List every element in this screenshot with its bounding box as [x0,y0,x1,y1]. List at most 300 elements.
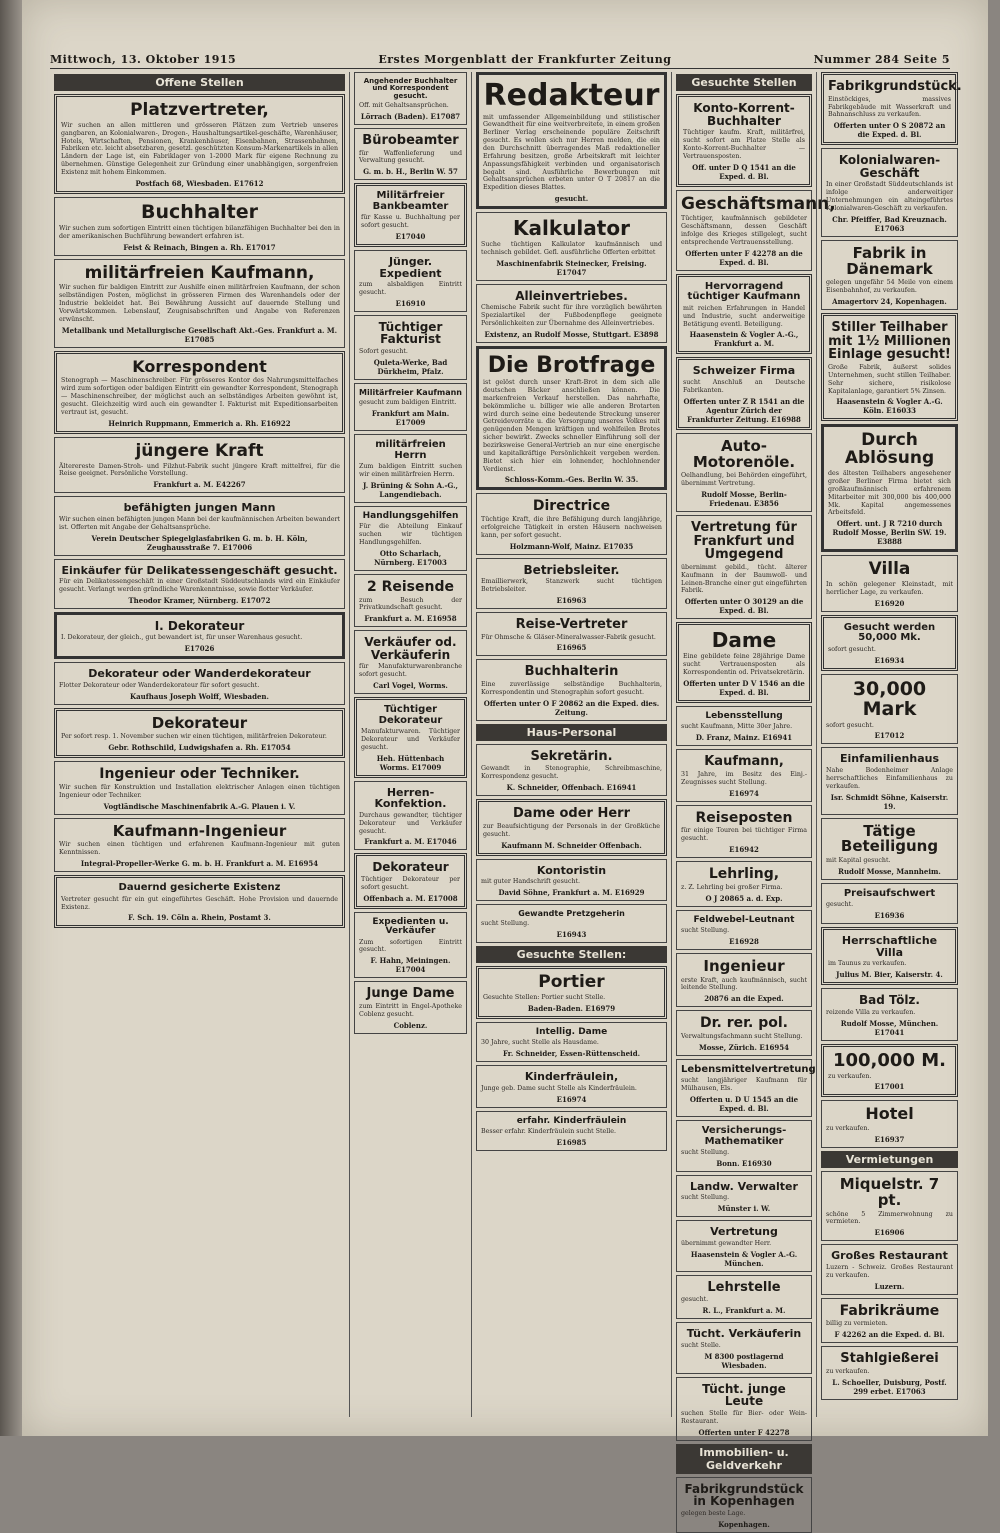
ad-headline: Landw. Verwalter [690,1179,798,1193]
ad-body: sucht Kaufmann, Mitte 30er Jahre. [681,723,793,731]
ad-body: Gewandt in Stenographie, Schreibmaschine, Korrespondenz gesucht. [481,765,662,781]
masthead [50,50,950,69]
ad-headline: Handlungsgehilfen [362,510,459,521]
classified-ad [354,912,467,979]
classified-ad [54,94,345,194]
ad-headline: Junge Dame [366,986,455,1002]
classified-ad [821,1100,958,1148]
ad-body: Tüchtiger Dekorateur per sofort gesucht. [361,875,460,891]
ad-headline: Bad Tölz. [859,993,920,1008]
ad-headline: Ingenieur [703,956,785,975]
ad-body: reizende Villa zu verkaufen. [826,1008,916,1016]
ad-headline: Preisaufschwert [843,887,936,899]
ad-headline: Redakteur [483,78,660,113]
classified-ad [54,197,345,256]
ad-body: zu verkaufen. [828,1072,872,1080]
ad-headline: Dekorateur [372,860,449,875]
classified-ad [354,315,467,380]
ad-body: sofort gesucht. [828,645,876,653]
classified-ad [821,674,958,745]
ad-headline: Dr. rer. pol. [700,1015,788,1032]
ad-signature: Offerten unter O F 20862 an die Exped. dies. Zeitung. [483,698,660,717]
ad-body: Für ein Delikatessengeschäft in einer Großstadt Süddeutschlands wird ein Einkäufer gesucht. Verlangt werden gründliche Warenkenntnisse, sowie flotter Verkäufer. [59,578,340,593]
ad-body: Wir suchen einen befähigten jungen Mann bei der kaufmännischen Arbeiten bewandert ist. Offerten mit Angabe der Gehaltsansprüche. [59,515,340,531]
ad-body: zu verkaufen. [826,1125,870,1133]
classified-ad [676,953,812,1007]
ad-headline: Fabrik in Dänemark [846,243,933,278]
ad-signature: Offerten unter F 42278 [698,1427,790,1437]
classified-ad [54,708,345,759]
ad-headline: Die Brotfrage [487,352,656,378]
ad-headline: Dekorateur [151,713,248,732]
ad-body: erste Kraft, auch kaufmännisch, sucht leitende Stellung. [681,976,807,992]
ad-headline: Kolonialwaren-Geschäft [838,153,941,180]
ad-signature: M 8300 postlagernd Wiesbaden. [704,1351,784,1370]
classified-ad [354,506,467,571]
ad-headline: Verkäufer od. Verkäuferin [364,635,457,662]
ad-headline: Feldwebel-Leutnant [693,914,795,925]
ad-headline: Buchhalterin [524,664,619,680]
ad-body: Stenograph — Maschinenschreiber. Für grösseres Kontor des Nahrungsmittelfaches wird zum sofortigen oder baldigen Eintritt ein gewandter Korrespondent, Stenograph — Maschinenschreiber, der möglichst auch an selbständiges Arbeiten gewöhnt ist, gesucht. Gleichzeitig wird auch ein gewandter I. Fakturist mit Expeditionsarbeiten vertraut ist, gesucht. [61,377,338,416]
ad-signature: Holzmann-Wolf, Mainz. E17035 [509,541,634,551]
classified-ad [821,313,958,421]
classified-ad [476,966,667,1019]
classified-ad [54,612,345,659]
ad-body: Nahe Bodenheimer Anlage herrschaftliches Einfamilienhaus zu verkaufen. [826,766,953,790]
classified-ad [821,883,958,924]
classified-ad [476,212,667,281]
ad-headline: Villa [868,559,911,580]
ad-headline: Kaufmann-Ingenieur [112,821,287,840]
ad-signature: E16910 [395,298,426,308]
classified-ad [676,805,812,858]
ad-headline: Fabrikgrundstück. [828,79,962,94]
classified-ad [676,1059,816,1117]
book-spine [0,0,22,1436]
ad-signature: Münster i. W. [717,1204,771,1214]
ad-signature: Kaufmann M. Schneider Offenbach. [501,840,642,850]
section-haus: Haus-Personal [476,724,667,741]
classified-ad [476,1022,667,1062]
ad-headline: Betriebsleiter. [523,562,620,577]
ad-signature: Isr. Schmidt Söhne, Kaiserstr. 19. [830,792,949,811]
ad-body: Oelhandlung, bei Behörden eingeführt, übernimmt Vertretung. [681,472,807,488]
ad-signature: Maschinenfabrik Steinecker, Freising. E17047 [496,258,647,277]
ad-headline: Dame oder Herr [513,806,630,822]
ad-headline: Fabrikgrundstück in Kopenhagen [684,1481,804,1509]
ad-signature: Offerten u. D U 1545 an die Exped. d. Bl. [689,1095,799,1114]
ad-body: Luzern - Schweiz. Großes Restaurant zu verkaufen. [826,1263,953,1279]
ad-signature: Feist & Reinach, Bingen a. Rh. E17017 [123,242,276,252]
ad-headline: Vertretung [710,1225,778,1239]
classified-ad [676,433,812,512]
ad-body: für Manufakturwarenbranche sofort gesucht. [359,663,462,679]
ad-body: für einige Touren bei tüchtiger Firma gesucht. [681,827,807,843]
ad-headline: Buchhalter [141,200,258,223]
ad-body: schöne 5 Zimmerwohnung zu vermieten. [826,1210,953,1226]
ad-signature: Baden-Baden. E16979 [527,1003,616,1013]
ad-body: übernimmt gewandter Herr. [681,1239,772,1247]
classified-ad [354,853,467,908]
ad-signature: Frankfurt a. M. E42267 [153,480,246,490]
ad-headline: Dekorateur oder Wanderdekorateur [88,667,311,681]
ad-signature: Haasenstein & Vogler A.-G., Frankfurt a. M. [689,330,799,349]
newspaper-page [22,0,988,1529]
ad-headline: Fabrikräume [839,1302,940,1319]
ad-headline: Reise-Vertreter [515,616,628,632]
ad-body: sucht Stelle. [681,1341,721,1349]
section-gesuchte2: Gesuchte Stellen: [476,946,667,963]
classified-ad [821,1171,958,1241]
ad-signature: D. Franz, Mainz. E16941 [695,733,793,743]
ad-headline: Portier [538,972,605,993]
ad-body: billig zu vermieten. [826,1320,888,1328]
ad-headline: erfahr. Kinderfräulein [516,1115,627,1126]
ad-headline: Vertretung für Frankfurt und Umgegend [691,519,797,563]
ad-body: Zum baldigen Eintritt suchen wir einen militärfreien Herrn. [359,463,462,478]
ad-signature: E16937 [874,1135,905,1145]
ad-signature: Offerten unter F 42278 an die Exped. d. Bl. [685,248,803,267]
classified-ad [54,259,345,348]
ad-body: suchen Stelle für Bier- oder Wein-Restaurant. [681,1409,807,1425]
ad-signature: Offerten unter D V 1546 an die Exped. d. Bl. [683,678,805,697]
classified-ad [676,357,812,429]
classified-ad [354,72,467,125]
classified-ad [676,910,812,950]
ad-body: Off. mit Gehaltsansprüchen. [359,102,449,110]
ad-headline: Directrice [532,498,611,515]
classified-ad [676,1175,812,1217]
classified-ad [476,284,667,343]
ad-signature: Metallbank und Metallurgische Gesellschaft Akt.-Ges. Frankfurt a. M. E17085 [61,325,338,344]
ad-signature: E17040 [395,231,426,241]
ad-signature: Verein Deutscher Spiegelglasfabriken G. m. b. H. Köln, Zeughausstraße 7. E17006 [91,533,308,552]
classified-ad [676,1220,812,1271]
classified-ad [354,781,467,851]
ad-body: im Taunus zu verkaufen. [828,960,907,968]
classified-ad [676,749,812,801]
ad-body: In schön gelegener Kleinstadt, mit herrlicher Lage, zu verkaufen. [826,581,953,596]
ad-body: sucht Stellung. [681,926,730,934]
ad-body: Große Fabrik, äußerst solides Unternehmen, sucht stillen Teilhaber. Sehr sichere, risikolose Kapitalanlage, garantiert 5% Zinsen. [828,363,951,395]
ad-signature: Postfach 68, Wiesbaden. E17612 [135,178,264,188]
ad-body: mit Kapital gesucht. [826,857,891,865]
ad-signature: E16985 [556,1137,587,1147]
ad-body: mit umfassender Allgemeinbildung und stilistischer Gewandtheit für eine weitverbreitete, in einem großen Berliner Verlag erscheinende populäre Zeitschrift gesucht. Es wollen sich nur Herren melden, die ein den Durchschnitt überragendes Maß redaktioneller Erfahrung besitzen, große Arbeitskraft mit leichter Anpassungsfähigkeit verbinden und organisatorisch begabt sind. Ausführliche Bewerbungen mit Gehaltsansprüchen erbeten unter O T 20817 an die Expedition dieses Blattes. [483,113,660,192]
ad-headline: Alleinvertriebes. [515,288,628,303]
ad-headline: Hotel [865,1104,914,1124]
ad-body: gesucht zum baldigen Eintritt. [359,399,457,407]
ad-headline: jüngere Kraft [135,440,264,461]
ad-body: Tüchtiger kaufm. Kraft, militärfrei, sucht sofort am Platze Stelle als Konto-Korrent-Buchhalter — Vertrauensposten. [683,129,805,160]
ad-headline: Auto-Motorenöle. [692,436,796,471]
ad-body: Gesuchte Stellen: Portier sucht Stelle. [483,994,606,1002]
ad-headline: 2 Reisende [366,578,454,595]
classified-ad [821,927,958,985]
ad-headline: Versicherungs-Mathematiker [701,1125,787,1147]
ad-headline: Durch Ablösung [844,430,935,469]
ad-headline: Platzvertreter, [130,100,269,120]
classified-ad [354,697,467,778]
classified-ad [821,555,958,612]
ad-headline: Konto-Korrent-Buchhalter [693,101,795,128]
ad-body: Zum sofortigen Eintritt gesucht. [359,938,462,954]
ad-headline: Dame [711,628,777,653]
classified-ad [476,859,667,901]
ad-signature: Frankfurt a. M. E16958 [364,614,457,624]
ad-signature: O J 20865 a. d. Exp. [705,893,783,903]
ad-headline: Stahlgießerei [840,1351,939,1367]
classified-ad [354,434,467,503]
ad-body: sofort gesucht. [826,721,874,729]
ad-body: gesucht. [826,901,854,909]
classified-ad [54,662,345,704]
ad-body: zum Besuch der Privatkundschaft gesucht. [359,596,462,612]
ad-body: zum alsbaldigen Eintritt gesucht. [359,281,462,296]
section-gesuchte-stellen: Gesuchte Stellen [676,74,812,91]
classified-ad [821,747,958,814]
ad-body: zum Eintritt in Engel-Apotheke Coblenz gesucht. [359,1002,462,1018]
ad-headline: Lehrling, [708,865,780,882]
classified-ad [354,128,467,180]
ad-headline: Lebensstellung [705,710,783,721]
ad-headline: Tücht. junge Leute [702,1381,786,1409]
ad-headline: Intellig. Dame [535,1026,608,1037]
ad-signature: Heh. Hüttenbach Worms. E17009 [376,753,445,772]
ad-body: Vertreter gesucht für ein gut eingeführtes Geschäft. Hohe Provision und dauernde Existenz. [61,895,338,911]
ad-body: Tüchtige Kraft, die ihre Befähigung durch langjährige, erfolgreiche Tätigkeit in ersten Häusern nachweisen kann, per sofort gesucht. [481,516,662,539]
classified-ad [476,799,667,855]
ad-signature: E17001 [874,1082,905,1092]
ad-headline: Einfamilienhaus [839,752,940,766]
ad-signature: E16943 [556,930,587,940]
ad-body: Älterereste Damen-Stroh- und Filzhut-Fabrik sucht jüngere Kraft mittelfrei, für die Reise geeignet. Persönliche Vorstellung. [59,462,340,478]
classified-ad [821,148,958,237]
ad-signature: 20876 an die Exped. [704,994,784,1004]
ad-body: Wir suchen einen tüchtigen und erfahrenen Kaufmann-Ingenieur mit guten Kenntnissen. [59,841,340,857]
ad-headline: Angehender Buchhalter und Korrespondent gesucht. [363,77,458,100]
ad-signature: Kopenhagen. [718,1519,770,1529]
classified-ad [476,744,667,796]
ad-headline: Tücht. Verkäuferin [686,1327,802,1341]
ad-signature: Offert. unt. J R 7210 durch Rudolf Mosse, Berlin SW. 19. E3888 [832,519,947,547]
ad-signature: E16934 [874,655,905,665]
classified-ad [821,1298,958,1344]
ad-body: Wir suchen an allen mittleren und grösseren Plätzen zum Vertrieb unseres gangbaren, an Kolonialwaren-, Drogen-, Haushaltungsartikel-geschäfte, Warenhäuser, Hotels, Wirtschaften, Pensionen, Krankenhäuser, Eisenbahnen, Strassenbahnen, Fabriken etc. leicht absetzbaren, gesetzl. geschützten Konsum-Markenartikels in allen Ländern der Lage ist, ein Fabriklager von 1-2000 Mark für eigene Rechnung zu übernehmen. Günstige Gelegenheit zur Gründung einer unabhängigen, sorgenfreien Existenz mit hohem Einkommen. [61,121,338,176]
classified-ad [354,981,467,1033]
ad-signature: R. L., Frankfurt a. M. [702,1306,786,1316]
ad-signature: E16920 [874,598,905,608]
ad-headline: Tüchtiger Fakturist [378,319,443,347]
ad-headline: Kontoristin [536,863,607,877]
ad-body: Eine gebildete feine 28jährige Dame sucht Vertrauensposten als Korrespondentin od. Privatsekretärin. [683,653,805,677]
classified-ad [476,612,667,657]
ad-signature: J. Brüning & Sohn A.-G., Langendiebach. [363,480,458,499]
ad-signature: E17026 [184,644,215,654]
classified-ad [54,818,345,872]
ad-signature: Carl Vogel, Worms. [373,681,448,691]
ad-headline: Korrespondent [132,356,267,376]
ad-headline: Herrschaftliche Villa [841,934,938,959]
ad-body: I. Dekorateur, der gleich., gut bewandert ist, für unser Warenhaus gesucht. [61,634,303,642]
ad-body: mit guter Handschrift gesucht. [481,878,581,886]
classified-ad [676,706,812,746]
ad-signature: Vogtländische Maschinenfabrik A.-G. Plauen i. V. [103,801,296,811]
ad-body: Wir suchen für baldigen Eintritt zur Aushilfe einen militärfreien Kaufmann, der schon selbständigen Posten, möglichst in grösseren Firmen des Warenhandels oder der Industrie bekleidet hat. Bei Bewährung Aussicht auf dauernde Stellung und Vorwärtskommen. Lebenslauf, Zeugnisabschriften und Angabe von Referenzen erwünscht. [59,284,340,323]
ad-headline: befähigten jungen Mann [123,501,276,515]
ad-headline: 100,000 M. [832,1049,946,1071]
ad-signature: E16963 [556,595,587,605]
ad-body: Emaillierwerk, Stanzwerk sucht tüchtigen Betriebsleiter. [481,578,662,594]
classified-ad [476,1111,667,1151]
ad-body: Sofort gesucht. [359,347,408,355]
ad-body: des ältesten Teilhabers angesehener großer Berliner Firma bietet sich großkaufmännisch erfahrenem Mitarbeiter mit 300,000 bis 400,000 Mk. Kapital angemessenes Arbeitsfeld. [828,470,951,517]
ad-signature: F. Hahn, Meiningen. E17004 [370,956,451,975]
column-3 [472,72,672,1417]
ad-signature: Theodor Kramer, Nürnberg. E17072 [128,595,271,605]
classified-ad [54,761,345,814]
ad-headline: Reiseposten [695,809,793,826]
ad-headline: Lebensmittelvertretung [681,1063,816,1075]
classified-ad [676,1477,812,1533]
ad-body: ist gelöst durch unser Kraft-Brot in dem sich alle deutschen Bäcker anschließen können. Die markenfreien Verkauf herstellen. Das nahrhafte, bekömmliche u. billiger wie alle anderen Brotarten wird durch seine eine bedeutende Streckung unserer Getreidevorräte u. die Versorgung unseres Volkes mit genügenden Mengen kräftigen und wohlfeilen Brotes sicher bewirkt. Zwecks schneller Einführung soll der bezirksweise General-Vertrieb an nur eine energische und kapitalkräftige Persönlichkeit vergeben werden. Bietet sich hier ein lohnender, hochlohnender Verdienst. [483,379,660,473]
ad-body: Junge geb. Dame sucht Stelle als Kinderfräulein. [481,1084,637,1092]
ad-signature: Rudolf Mosse, München. E17041 [840,1018,939,1037]
ad-body: Chemische Fabrik sucht für ihre vorzüglich bewährten Spezialartikel der Fußbodenpflege geeignete Persönlichkeiten zur Übernahme des Alleinvertriebes. [481,304,662,328]
ad-signature: Coblenz. [393,1020,428,1030]
masthead-date: Mittwoch, 13. Oktober 1915 [50,52,237,66]
section-offene-stellen: Offene Stellen [54,74,345,91]
ad-signature: E16936 [874,911,905,921]
column-4 [672,72,836,1529]
ad-signature: David Söhne, Frankfurt a. M. E16929 [498,887,645,897]
ad-body: 31 Jahre, im Besitz des Einj.-Zeugnisses sucht Stellung. [681,770,807,786]
ad-body: zur Beaufsichtigung der Personals in der Großküche gesucht. [483,822,660,838]
ad-body: sucht Stellung. [481,920,530,928]
ad-signature: Amagertorv 24, Kopenhagen. [832,297,947,307]
classified-ad [821,424,958,552]
column-1 [50,72,350,1417]
classified-ad [354,574,467,627]
classified-ad [476,904,667,943]
ad-signature: Haasenstein & Vogler A.-G. Köln. E16033 [836,397,943,416]
classified-ad [676,1010,812,1056]
classified-ad [54,351,345,434]
ad-signature: E16965 [556,643,587,653]
ad-headline: Hervorragend tüchtiger Kaufmann [687,280,801,303]
classified-ad [54,559,345,609]
ad-body: sucht Stellung. [681,1149,730,1157]
ad-signature: Quleta-Werke, Bad Dürkheim, Pfalz. [373,357,448,376]
ad-headline: Jünger. Expedient [379,254,442,280]
ad-signature: Fr. Schneider, Essen-Rüttenscheid. [502,1049,641,1059]
ad-signature: Luzern. [874,1281,905,1291]
classified-ad [821,1346,958,1400]
ad-signature: gesucht. [554,194,589,204]
ad-signature: Off. unter D Q 1541 an die Exped. d. Bl. [692,162,796,181]
classified-ad [676,622,812,703]
ad-body: gesucht. [681,1296,709,1304]
ad-signature: Existenz, an Rudolf Mosse, Stuttgart. E3898 [484,329,659,339]
ad-body: Manufakturwaren. Tüchtiger Dekorateur und Verkäufer gesucht. [361,728,460,751]
ad-signature: E16974 [729,788,759,798]
ad-body: sucht Anschluß an Deutsche Fabrikanten. [683,379,805,394]
ad-signature: Schloss-Komm.-Ges. Berlin W. 35. [504,475,639,485]
ad-body: Per sofort resp. 1. November suchen wir einen tüchtigen, militärfreien Dekorateur. [61,733,327,741]
ad-headline: Einkäufer für Delikatessengeschäft gesucht. [61,563,338,577]
column-2 [350,72,472,1417]
classified-ad [821,615,958,671]
ad-headline: I. Dekorateur [154,618,245,633]
classified-ad [676,515,812,619]
ad-signature: Haasenstein & Vogler A.-G. München. [690,1249,798,1268]
ad-signature: E17012 [874,731,905,741]
ad-body: Für Ohmsche & Gläser-Mineralwasser-Fabrik gesucht. [481,633,656,641]
ad-body: Besser erfahr. Kinderfräulein sucht Stelle. [481,1128,616,1136]
ad-signature: Bonn. E16930 [716,1158,772,1168]
ad-headline: 30,000 Mark [852,677,927,720]
ad-body: zu verkaufen. [826,1367,870,1375]
ad-headline: Ingenieur oder Techniker. [99,766,300,783]
ad-signature: Rudolf Mosse, Berlin-Friedenau. E3856 [701,489,787,508]
ad-headline: Militärfreier Bankbeamter [372,190,449,212]
classified-ad [676,1377,812,1441]
ad-signature: Lörrach (Baden). E17087 [360,111,461,121]
classified-ad [54,437,345,494]
ad-body: Wir suchen für Konstruktion und Installation elektrischer Anlagen einen tüchtigen Ingenieur oder Techniker. [59,784,340,799]
ad-signature: E16942 [729,844,759,854]
classified-ad [821,818,958,880]
classified-ad [676,274,812,355]
classified-ad [354,630,467,694]
ad-body: Wir suchen zum sofortigen Eintritt einen tüchtigen bilanzfähigen Buchhalter bei den in der amerikanischen Buchführung bewandert erfahren ist. [59,224,340,240]
ad-signature: Gebr. Rothschild, Ludwigshafen a. Rh. E17054 [108,743,291,753]
ad-headline: Bürobeamter [362,132,459,148]
ad-body: sucht langjähriger Kaufmann für Mülhausen, Els. [681,1077,807,1093]
ad-headline: militärfreien Kaufmann, [84,262,315,283]
classified-ad [476,72,667,209]
classified-ad [821,1244,958,1294]
ad-headline: Gesucht werden 50,000 Mk. [843,621,936,644]
ad-headline: Lehrstelle [707,1279,781,1295]
classified-ad [476,558,667,609]
ad-body: Für die Abteilung Einkauf suchen wir tüchtigen Handlungsgehilfen. [359,523,462,546]
ad-body: für Kasse u. Buchhaltung per sofort gesucht. [361,214,460,230]
ad-headline: Expedienten u. Verkäufer [372,916,449,937]
classified-ad [354,250,467,312]
classified-ad [676,861,812,907]
ad-headline: militärfreien Herrn [375,439,446,461]
ad-body: 30 Jahre, sucht Stelle als Hausdame. [481,1039,599,1047]
classified-ad [676,94,812,187]
classified-ad [476,1065,667,1107]
ad-headline: Militärfreier Kaufmann [359,387,463,397]
ad-signature: Offenbach a. M. E17008 [363,893,458,903]
ad-headline: Geschäftsmann, [681,193,836,214]
ad-headline: Herren-Konfektion. [374,785,447,811]
classified-ad [676,1275,812,1320]
ad-headline: Tätige Beteiligung [840,821,939,856]
ad-signature: F 42262 an die Exped. d. Bl. [834,1330,945,1340]
ad-signature: E16928 [729,936,759,946]
ad-signature: Otto Scharlach, Nürnberg. E17003 [374,548,447,567]
ad-body: z. Z. Lehrling bei großer Firma. [681,883,783,891]
classified-ad [676,1120,812,1172]
ad-headline: Miquelstr. 7 pt. [839,1175,940,1209]
ad-signature: Offerten unter O S 20872 an die Exped. d. Bl. [833,121,946,140]
ad-signature: Heinrich Ruppmann, Emmerich a. Rh. E16922 [108,418,291,428]
ad-signature: G. m. b. H., Berlin W. 57 [363,167,458,177]
